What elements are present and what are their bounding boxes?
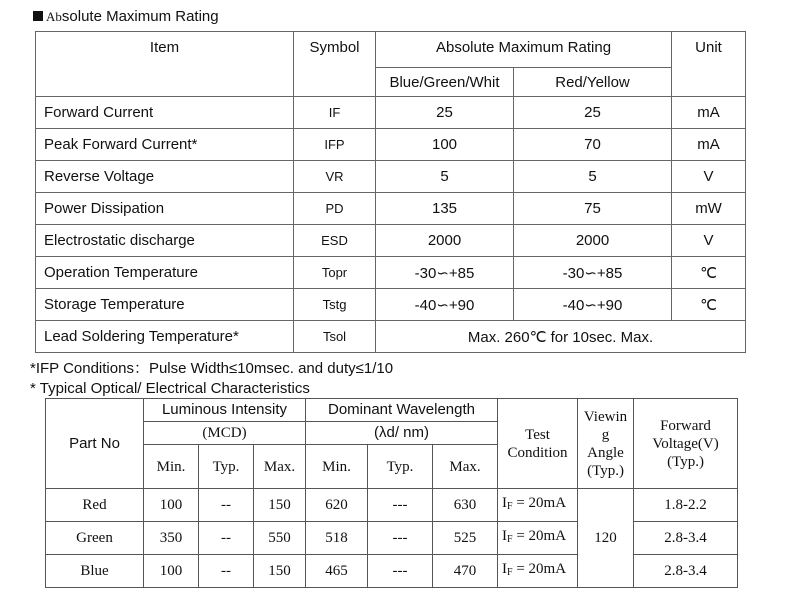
fwd-line-3: (Typ.) <box>667 453 704 470</box>
section-title-absolute-max <box>33 8 219 25</box>
row-item: Operation Temperature <box>36 257 294 289</box>
header-wl-min: Min. <box>306 445 368 489</box>
row-symbol: Tsol <box>294 321 376 353</box>
test-line-2: Condition <box>507 444 568 461</box>
table-row <box>46 489 738 522</box>
row-bgw: 100 <box>376 129 514 161</box>
header-mcd: (MCD) <box>144 422 306 445</box>
wl-typ: --- <box>368 555 433 588</box>
part-name: Green <box>46 522 144 555</box>
table-row <box>36 225 746 257</box>
lum-typ: -- <box>199 555 254 588</box>
test-i: I <box>502 528 508 544</box>
header-symbol: Symbol <box>294 32 376 97</box>
lum-min: 100 <box>144 555 199 588</box>
row-unit: V <box>672 161 746 193</box>
viewing-angle-value: 120 <box>578 489 634 588</box>
row-unit: V <box>672 225 746 257</box>
row-symbol: IFP <box>294 129 376 161</box>
test-rest: = 20mA <box>512 528 567 544</box>
fwd-line-1: Forward <box>660 417 711 434</box>
header-blue-green-white: Blue/Green/Whit <box>376 68 514 97</box>
table-row <box>46 555 738 588</box>
table-row <box>36 97 746 129</box>
row-item: Forward Current <box>36 97 294 129</box>
lum-max: 150 <box>254 489 306 522</box>
row-item: Storage Temperature <box>36 289 294 321</box>
table-row <box>36 193 746 225</box>
lum-min: 350 <box>144 522 199 555</box>
row-ry: -40∽+90 <box>514 289 672 321</box>
header-luminous-intensity: Luminous Intensity <box>144 399 306 422</box>
view-line-3: Angle <box>587 444 624 461</box>
header-red-yellow: Red/Yellow <box>514 68 672 97</box>
test-i: I <box>502 561 508 577</box>
row-solder-value: Max. 260℃ for 10sec. Max. <box>376 321 746 353</box>
lum-min: 100 <box>144 489 199 522</box>
row-bgw: 25 <box>376 97 514 129</box>
table-row <box>46 522 738 555</box>
forward-voltage: 2.8-3.4 <box>634 522 738 555</box>
test-condition <box>498 489 578 522</box>
lum-typ: -- <box>199 489 254 522</box>
row-unit: mA <box>672 97 746 129</box>
table-row <box>36 161 746 193</box>
wl-typ: --- <box>368 489 433 522</box>
header-lum-typ: Typ. <box>199 445 254 489</box>
row-ry: 5 <box>514 161 672 193</box>
header-unit: Unit <box>672 32 746 97</box>
wl-max: 525 <box>433 522 498 555</box>
forward-voltage: 2.8-3.4 <box>634 555 738 588</box>
header-rating: Absolute Maximum Rating <box>376 32 672 68</box>
header-forward-voltage <box>634 399 738 489</box>
header-item: Item <box>36 32 294 97</box>
row-unit: mW <box>672 193 746 225</box>
test-condition <box>498 522 578 555</box>
title-rest: solute Maximum Rating <box>61 8 219 25</box>
header-lambda-nm: (λd/ nm) <box>306 422 498 445</box>
test-line-1: Test <box>525 426 550 443</box>
view-line-4: (Typ.) <box>587 462 624 479</box>
table-row <box>36 129 746 161</box>
row-symbol: IF <box>294 97 376 129</box>
forward-voltage: 1.8-2.2 <box>634 489 738 522</box>
row-symbol: ESD <box>294 225 376 257</box>
test-rest: = 20mA <box>512 495 567 511</box>
ifp-note: *IFP Conditions：Pulse Width≤10msec. and duty≤1/10 <box>30 360 394 377</box>
wl-min: 518 <box>306 522 368 555</box>
row-item: Lead Soldering Temperature* <box>36 321 294 353</box>
wl-min: 465 <box>306 555 368 588</box>
table-row-solder <box>36 321 746 353</box>
row-unit: ℃ <box>672 257 746 289</box>
row-bgw: -30∽+85 <box>376 257 514 289</box>
test-sub: F <box>507 567 513 578</box>
optical-section-title: * Typical Optical/ Electrical Characteristics <box>30 380 310 397</box>
row-item: Reverse Voltage <box>36 161 294 193</box>
lum-max: 550 <box>254 522 306 555</box>
row-item: Electrostatic discharge <box>36 225 294 257</box>
row-symbol: Tstg <box>294 289 376 321</box>
view-line-1: Viewin <box>583 408 628 425</box>
header-dominant-wavelength: Dominant Wavelength <box>306 399 498 422</box>
part-name: Blue <box>46 555 144 588</box>
row-bgw: 5 <box>376 161 514 193</box>
header-lum-min: Min. <box>144 445 199 489</box>
lum-max: 150 <box>254 555 306 588</box>
row-ry: 75 <box>514 193 672 225</box>
test-condition <box>498 555 578 588</box>
wl-max: 470 <box>433 555 498 588</box>
header-wl-max: Max. <box>433 445 498 489</box>
row-symbol: PD <box>294 193 376 225</box>
row-bgw: -40∽+90 <box>376 289 514 321</box>
row-unit: ℃ <box>672 289 746 321</box>
header-part-no: Part No <box>46 399 144 489</box>
title-prefix: Ab <box>46 9 62 24</box>
wl-min: 620 <box>306 489 368 522</box>
row-ry: -30∽+85 <box>514 257 672 289</box>
row-ry: 25 <box>514 97 672 129</box>
test-sub: F <box>507 501 513 512</box>
row-symbol: VR <box>294 161 376 193</box>
header-wl-typ: Typ. <box>368 445 433 489</box>
test-sub: F <box>507 534 513 545</box>
test-i: I <box>502 495 508 511</box>
optical-characteristics-table <box>45 398 738 588</box>
part-name: Red <box>46 489 144 522</box>
row-unit: mA <box>672 129 746 161</box>
row-item: Peak Forward Current* <box>36 129 294 161</box>
table-row <box>36 257 746 289</box>
test-rest: = 20mA <box>512 561 567 577</box>
view-line-2: g <box>601 426 610 443</box>
wl-max: 630 <box>433 489 498 522</box>
row-ry: 70 <box>514 129 672 161</box>
lum-typ: -- <box>199 522 254 555</box>
row-bgw: 135 <box>376 193 514 225</box>
absolute-max-table <box>35 31 746 353</box>
header-viewing-angle <box>578 399 634 489</box>
row-ry: 2000 <box>514 225 672 257</box>
table-row <box>36 289 746 321</box>
row-item: Power Dissipation <box>36 193 294 225</box>
header-test-condition <box>498 399 578 489</box>
row-bgw: 2000 <box>376 225 514 257</box>
header-lum-max: Max. <box>254 445 306 489</box>
row-symbol: Topr <box>294 257 376 289</box>
fwd-line-2: Voltage(V) <box>652 435 719 452</box>
wl-typ: --- <box>368 522 433 555</box>
black-square-icon <box>33 11 43 21</box>
